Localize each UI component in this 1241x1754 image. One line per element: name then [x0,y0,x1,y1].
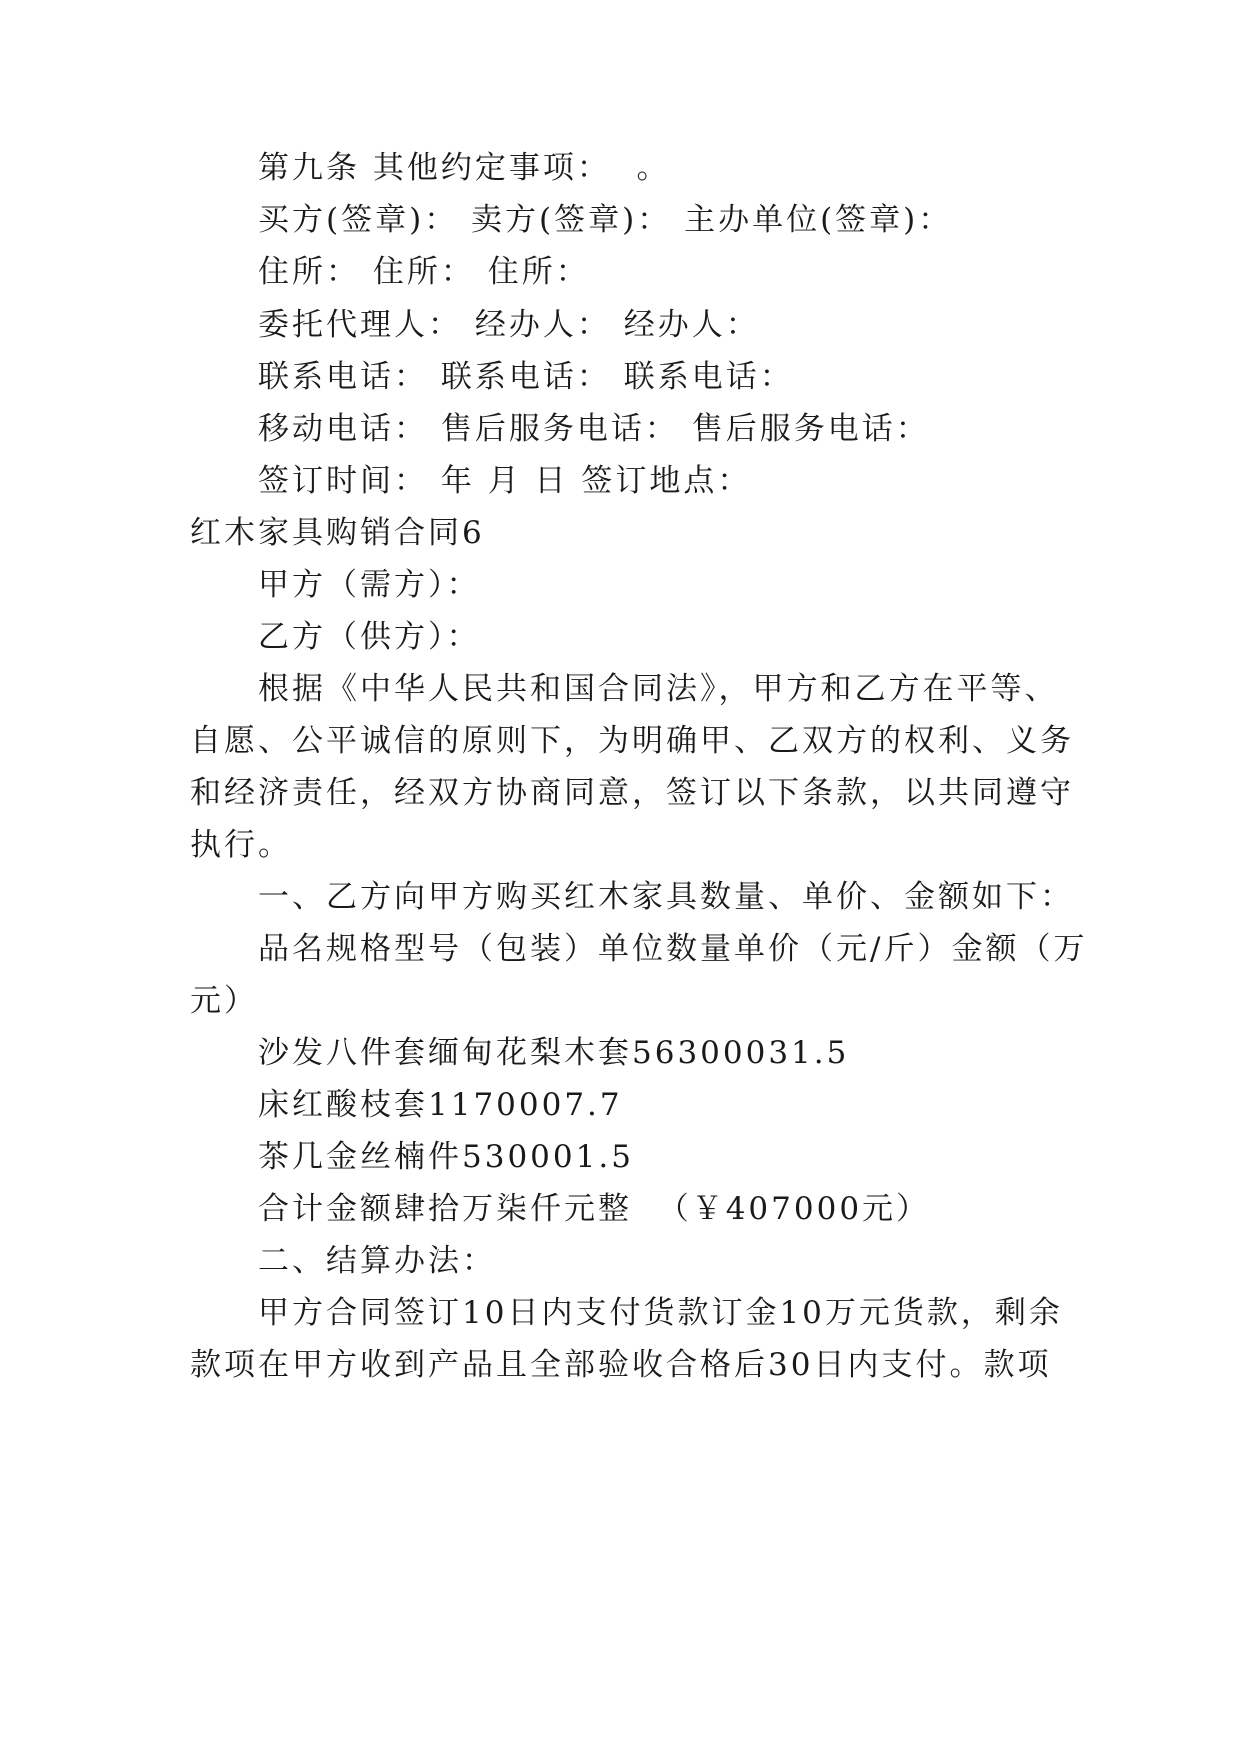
payment-terms-line-2: 款项在甲方收到产品且全部验收合格后30日内支付。款项 [190,1347,1052,1383]
party-b-line: 乙方（供方）： [258,619,481,655]
party-a-line: 甲方（需方）： [258,567,481,603]
section-1-heading: 一、乙方向甲方购买红木家具数量、单价、金额如下： [258,879,1074,915]
item-sofa-line: 沙发八件套缅甸花梨木套56300031.5 [258,1035,850,1071]
section-2-heading: 二、结算办法： [258,1243,496,1279]
table-header-line-1: 品名规格型号（包装）单位数量单价（元/斤）金额（万 [258,931,1088,967]
clause-9-other-matters: 第九条 其他约定事项： 。 [258,150,671,186]
contract-title: 红木家具购销合同6 [190,515,485,551]
preamble-line-3: 和经济责任，经双方协商同意，签订以下条款，以共同遵守 [190,775,1074,811]
signature-parties-line: 买方(签章)： 卖方(签章)： 主办单位(签章)： [258,202,953,238]
item-bed-line: 床红酸枝套1170007.7 [258,1087,623,1123]
mobile-service-phone-line: 移动电话： 售后服务电话： 售后服务电话： [258,411,930,447]
preamble-line-4: 执行。 [190,827,292,863]
table-header-line-2: 元） [190,983,258,1019]
agent-line: 委托代理人： 经办人： 经办人： [258,307,760,343]
total-amount-line: 合计金额肆拾万柒仟元整 （￥407000元） [258,1191,931,1227]
phone-line: 联系电话： 联系电话： 联系电话： [258,359,794,395]
preamble-line-2: 自愿、公平诚信的原则下，为明确甲、乙双方的权利、义务 [190,723,1074,759]
address-line: 住所： 住所： 住所： [258,254,590,290]
sign-date-place-line: 签订时间： 年 月 日 签订地点： [258,463,752,499]
payment-terms-line-1: 甲方合同签订10日内支付货款订金10万元货款，剩余 [258,1295,1063,1331]
item-tea-table-line: 茶几金丝楠件530001.5 [258,1139,634,1175]
preamble-line-1: 根据《中华人民共和国合同法》，甲方和乙方在平等、 [258,671,1059,707]
